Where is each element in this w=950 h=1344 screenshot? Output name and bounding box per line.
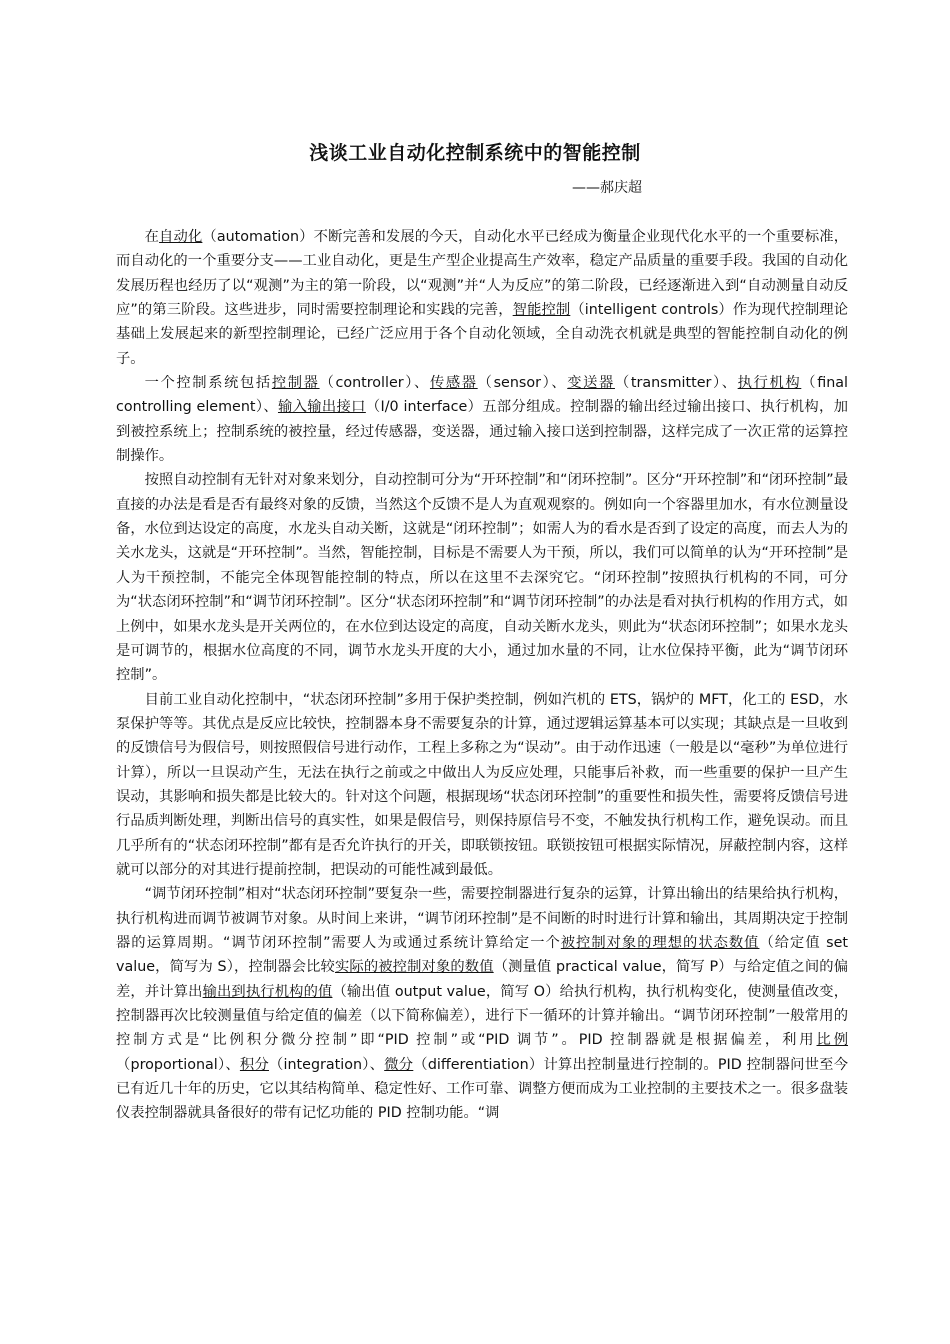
paragraph-text: （给定值 set value，简写为 S），控制器会比较 — [116, 934, 848, 976]
author-line: ——郝庆超 — [572, 180, 642, 196]
document-title: 浅谈工业自动化控制系统中的智能控制 — [309, 142, 641, 164]
paragraph-text: （transmitter）、 — [614, 375, 738, 392]
underlined-term: 执行机构 — [737, 375, 802, 392]
underlined-term: 自动化 — [159, 229, 203, 245]
underlined-term: 智能控制 — [512, 302, 571, 319]
paragraph — [116, 468, 848, 687]
paragraph — [116, 371, 848, 468]
underlined-term: 比例 — [816, 1032, 849, 1049]
underlined-term: 微分 — [384, 1056, 414, 1073]
paragraph-text: （输出值 output value，简写 O）给执行机构，执行机构变化，使测量值改变，控制器再次比较测量值与给定值的偏差（以下简称偏差），进行下一循环的计算并输出。“调节闭环控制”一般常用的控制方式是“比例积分微分控制”即“PID 控制”或“PID 调节”。PID 控制器就是根据偏差，利用 — [116, 983, 849, 1049]
paragraph-text: （sensor）、 — [477, 375, 568, 392]
paragraph-text: （final controlling element）、 — [116, 375, 849, 416]
paragraph-text: 一个控制系统包括 — [144, 375, 272, 392]
underlined-term: 控制器 — [271, 375, 320, 392]
underlined-term: 输出到执行机构的值 — [202, 983, 333, 1000]
paragraph-text: “调节闭环控制”相对“状态闭环控制”要复杂一些，需要控制器进行复杂的运算，计算出输出的结果给执行机构，执行机构进而调节被调节对象。从时间上来讲，“调节闭环控制”是不间断的时时进行计算和输出，其周期决定于控制器的运算周期。“调节闭环控制”需要人为或通过系统计算给定一个 — [116, 886, 848, 951]
paragraph-text: （automation）不断完善和发展的今天，自动化水平已经成为衡量企业现代化水平的一个重要标准，而自动化的一个重要分支——工业自动化，更是生产型企业提高生产效率，稳定产品质量的重要手段。我国的自动化发展历程也经历了以“观测”为主的第一阶段，以“观测”并“人为反应”的第二阶段，已经逐渐进入到“自动测量自动反应”的第三阶段。这些进步，同时需要控制理论和实践的完善， — [116, 229, 849, 319]
paragraph-text: （I/0 interface）五部分组成。控制器的输出经过输出接口、执行机构，加到被控系统上；控制系统的被控量，经过传感器，变送器，通过输入接口送到控制器，这样完成了一次正常的运算控制操作。 — [116, 399, 848, 465]
underlined-term: 输入输出接口 — [277, 399, 366, 416]
underlined-term: 实际的被控制对象的数值 — [334, 959, 494, 976]
paragraph-text: 目前工业自动化控制中，“状态闭环控制”多用于保护类控制，例如汽机的 ETS，锅炉的 MFT，化工的 ESD，水泵保护等等。其优点是反应比较快，控制器本身不需要复杂的计算，通过逻辑运算基本可以实现；其缺点是一旦收到的反馈信号为假信号，则按照假信号进行动作，工程上多称之为“误动”。由于动作迅速（一般是以“毫秒”为单位进行计算），所以一旦误动产生，无法在执行之前或之中做出人为反应处理，只能事后补救，而一些重要的保护一旦产生误动，其影响和损失都是比较大的。针对这个问题，根据现场“状态闭环控制”的重要性和损失性，需要将反馈信号进行品质判断处理，判断出信号的真实性，如果是假信号，则保持原信号不变，不触发执行机构工作，避免误动。而且几乎所有的“状态闭环控制”都有是否允许执行的开关，即联锁按钮。联锁按钮可根据实际情况，屏蔽控制内容，这样就可以部分的对其进行提前控制，把误动的可能性减到最低。 — [116, 691, 848, 878]
paragraph-text: （differentiation）计算出控制量进行控制的。PID 控制器问世至今已有近几十年的历史，它以其结构简单、稳定性好、工作可靠、调整方便而成为工业控制的主要技术之一。很多盘装仪表控制器就具备很好的带有记忆功能的 PID 控制功能。“调 — [116, 1056, 849, 1122]
paragraph-text: （controller）、 — [319, 375, 430, 392]
underlined-term: 积分 — [239, 1056, 269, 1073]
underlined-term: 变送器 — [567, 375, 615, 392]
paragraph-text: （integration）、 — [268, 1056, 385, 1073]
article-body — [116, 225, 848, 1126]
paragraph-text: 在 — [144, 229, 160, 245]
paragraph-text: （intelligent controls）作为现代控制理论基础上发展起来的新型控制理论，已经广泛应用于各个自动化领域，全自动洗衣机就是典型的智能控制自动化的例子。 — [116, 302, 848, 367]
paragraph-text: （测量值 practical value，简写 P）与给定值之间的偏差，并计算出 — [116, 959, 848, 1000]
underlined-term: 传感器 — [429, 375, 478, 392]
paragraph — [116, 225, 848, 371]
paragraph-text: （proportional）、 — [116, 1056, 240, 1073]
paragraph-text: 按照自动控制有无针对对象来划分，自动控制可分为“开环控制”和“闭环控制”。区分“开环控制”和“闭环控制”最直接的办法是看是否有最终对象的反馈，当然这个反馈不是人为直观观察的。例如向一个容器里加水，有水位测量设备，水位到达设定的高度，水龙头自动关断，这就是“闭环控制”；如需人为的看水是否到了设定的高度，而去人为的关水龙头，这就是“开环控制”。当然，智能控制，目标是不需要人为干预，所以，我们可以简单的认为“开环控制”是人为干预控制，不能完全体现智能控制的特点，所以在这里不去深究它。“闭环控制”按照执行机构的不同，可分为“状态闭环控制”和“调节闭环控制”。区分“状态闭环控制”和“调节闭环控制”的办法是看对执行机构的作用方式，如上例中，如果水龙头是开关两位的，在水位到达设定的高度，自动关断水龙头，则此为“状态闭环控制”；如果水龙头是可调节的，根据水位高度的不同，调节水龙头开度的大小，通过加水量的不同，让水位保持平衡，此为“调节闭环控制”。 — [116, 472, 848, 684]
paragraph — [116, 688, 848, 883]
underlined-term: 被控制对象的理想的状态数值 — [560, 934, 760, 951]
paragraph — [116, 882, 848, 1125]
